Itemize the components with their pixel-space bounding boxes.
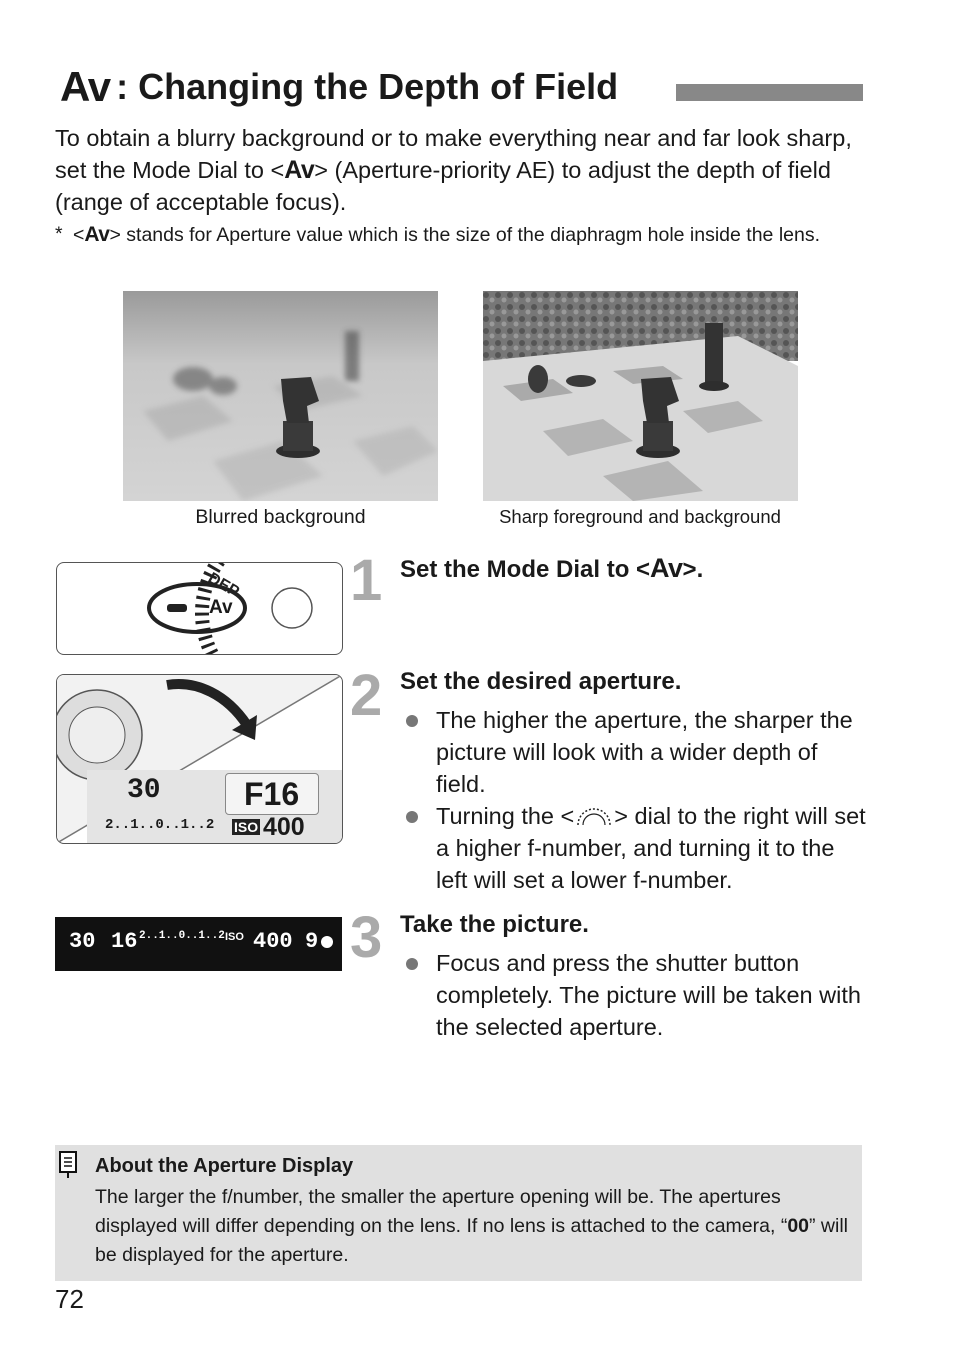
step-1-title-suffix: >. xyxy=(682,556,704,583)
page-title: : Changing the Depth of Field xyxy=(116,66,619,107)
step-2-bullets xyxy=(400,704,870,896)
intro-text-2: > (Aperture-priority AE) to adjust the depth of field (range of acceptable focus). xyxy=(55,157,831,215)
lcd-iso-value: 400 xyxy=(263,813,305,841)
step-2-bullet-2-post: > dial to the right will set a higher f-number, and turning it to the left will set a lower f-number. xyxy=(436,803,866,893)
info-box-heading: About the Aperture Display xyxy=(95,1155,354,1177)
step-2-bullet-1: The higher the aperture, the sharper the picture will look with a wider depth of field. xyxy=(436,707,853,797)
lcd-iso-label: ISO xyxy=(234,819,259,835)
memo-icon xyxy=(59,1151,79,1179)
footnote-av-symbol: Av xyxy=(84,223,110,246)
vf-exposure-scale: 2..1..0..1..2 xyxy=(139,930,225,942)
step-3-title: Take the picture. xyxy=(400,911,589,938)
dial-dep-label: DEP xyxy=(205,569,242,601)
vf-iso-label: ISO xyxy=(225,931,244,943)
focus-confirm-icon xyxy=(321,936,333,948)
intro-paragraph xyxy=(55,122,885,218)
dial-av-label: Av xyxy=(209,597,233,618)
list-item xyxy=(400,947,870,1043)
caption-blurred: Blurred background xyxy=(195,506,366,528)
step-3-bullet-1: Focus and press the shutter button completely. The picture will be taken with the selected aperture. xyxy=(436,950,861,1040)
footnote-text: > stands for Aperture value which is the size of the diaphragm hole inside the lens. xyxy=(109,224,821,246)
caption-sharp: Sharp foreground and background xyxy=(499,506,781,527)
footnote-star: * xyxy=(55,223,63,245)
step-3-bullets xyxy=(400,947,870,1043)
lcd-aperture-value: F16 xyxy=(244,776,300,812)
step-number-1: 1 xyxy=(350,548,383,613)
footnote xyxy=(55,220,875,250)
step-2-title: Set the desired aperture. xyxy=(400,668,682,695)
av-mode-symbol: Av xyxy=(60,63,111,110)
photo-blurred-background xyxy=(123,291,438,501)
title-bar-decoration xyxy=(676,84,863,101)
lcd-aperture-box xyxy=(225,773,319,815)
footnote-open: < xyxy=(73,224,85,246)
mode-dial-illustration xyxy=(56,562,343,655)
lcd-exposure-scale: 2..1..0..1..2 xyxy=(105,817,215,833)
info-box-text-bold: 00 xyxy=(787,1215,810,1237)
viewfinder-display xyxy=(55,917,342,971)
step-number-3: 3 xyxy=(350,905,383,970)
info-box-text xyxy=(95,1183,855,1270)
step-1-av-symbol: Av xyxy=(650,553,683,583)
info-box xyxy=(55,1145,862,1281)
step-number-2: 2 xyxy=(350,663,383,728)
vf-shots-value: 9 xyxy=(305,929,319,954)
vf-iso-value: 400 xyxy=(253,929,293,954)
vf-aperture-value: 16 xyxy=(111,929,138,954)
step-2-bullet-2-pre: Turning the < xyxy=(436,803,575,829)
page-header xyxy=(60,62,618,112)
lcd-panel-illustration xyxy=(56,674,343,844)
vf-shutter-value: 30 xyxy=(69,929,96,954)
page-number: 72 xyxy=(55,1284,84,1314)
list-item xyxy=(400,704,870,800)
lcd-shutter-value: 30 xyxy=(127,775,161,806)
av-inline-symbol: Av xyxy=(284,156,315,184)
photo-sharp-foreground-background xyxy=(483,291,798,501)
intro-text-1: To obtain a blurry background or to make everything near and far look sharp, set the Mode Dial to < xyxy=(55,125,852,183)
step-1-title xyxy=(400,553,703,584)
info-box-text-pre: The larger the f/number, the smaller the aperture opening will be. The apertures displayed will differ depending on the lens. If no lens is attached to the camera, “ xyxy=(95,1186,788,1237)
main-dial-icon xyxy=(574,805,614,827)
step-1-title-prefix: Set the Mode Dial to < xyxy=(400,556,651,583)
info-box-text-post: ” will be displayed for the aperture. xyxy=(95,1215,849,1266)
list-item xyxy=(400,800,870,896)
